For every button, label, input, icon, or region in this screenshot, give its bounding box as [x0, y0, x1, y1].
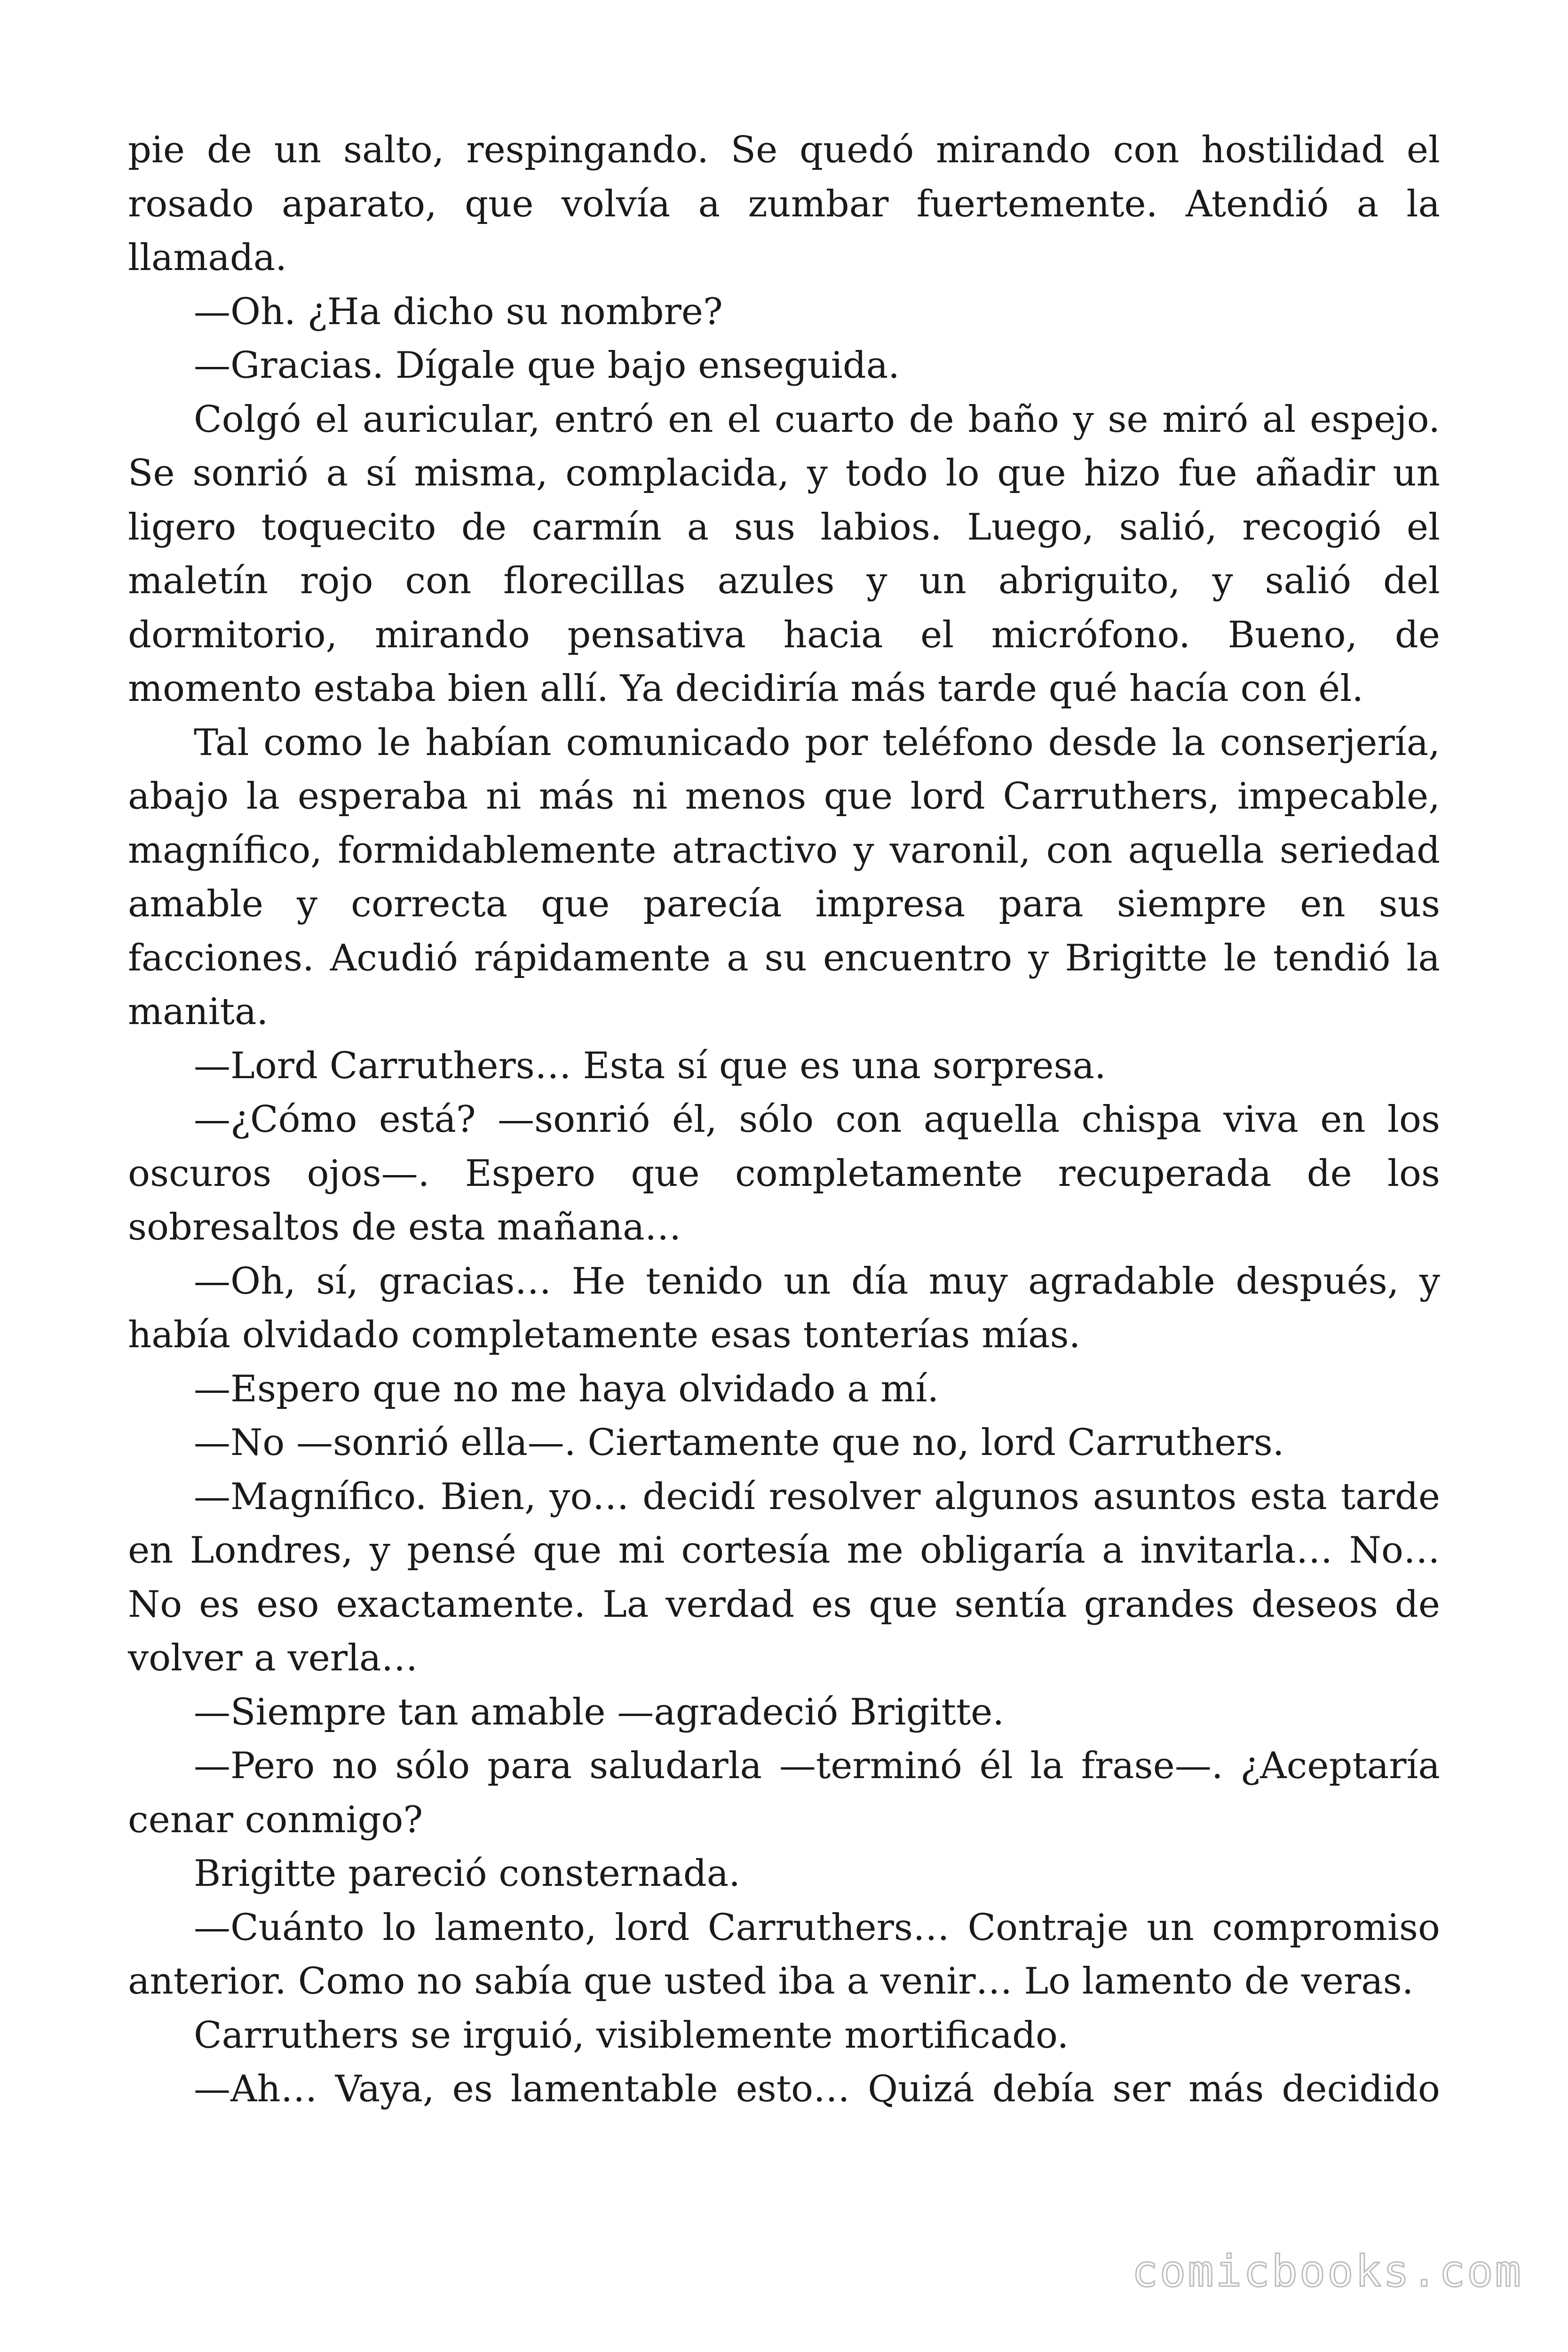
- paragraph-narration: Colgó el auricular, entró en el cuarto de baño y se miró al espejo. Se sonrió a sí misma, complacida, y todo lo que hizo fue añadir un ligero toquecito de carmín a sus labios. Luego, salió, recogió el maletín rojo con florecillas azules y un abriguito, y salió del dormitorio, mirando pensativa hacia el micrófono. Bueno, de momento estaba bien allí. Ya decidiría más tarde qué hacía con él.: [128, 398, 1440, 710]
- watermark-logo: comicbooks.com: [1132, 2246, 1523, 2296]
- paragraph-dialogue: —Lord Carruthers… Esta sí que es una sorpresa.: [194, 1044, 1106, 1087]
- body-text: [128, 123, 1440, 2116]
- paragraph-dialogue: —Ah… Vaya, es lamentable esto… Quizá debía ser más decidido: [194, 2068, 1440, 2110]
- paragraph-dialogue: —Magnífico. Bien, yo… decidí resolver algunos asuntos esta tarde en Londres, y pensé que mi cortesía me obligaría a invitarla… No… No es eso exactamente. La verdad es que sentía grandes deseos de volver a verla…: [128, 1475, 1440, 1679]
- paragraph-dialogue: —¿Cómo está? —sonrió él, sólo con aquella chispa viva en los oscuros ojos—. Espero que completamente recuperada de los sobresaltos de esta mañana…: [128, 1098, 1440, 1248]
- paragraph-dialogue: —Pero no sólo para saludarla —terminó él la frase—. ¿Aceptaría cenar conmigo?: [128, 1745, 1440, 1841]
- paragraph-dialogue: —Siempre tan amable —agradeció Brigitte.: [194, 1691, 1005, 1733]
- paragraph-dialogue: —Oh. ¿Ha dicho su nombre?: [194, 290, 723, 333]
- paragraph-dialogue: —Gracias. Dígale que bajo enseguida.: [194, 344, 900, 387]
- paragraph-dialogue: —Oh, sí, gracias… He tenido un día muy agradable después, y había olvidado completamente esas tonterías mías.: [128, 1260, 1440, 1356]
- paragraph-narration: Tal como le habían comunicado por teléfono desde la conserjería, abajo la esperaba ni más ni menos que lord Carruthers, impecable, magnífico, formidablemente atractivo y varonil, con aquella seriedad amable y correcta que parecía impresa para siempre en sus facciones. Acudió rápidamente a su encuentro y Brigitte le tendió la manita.: [128, 721, 1440, 1033]
- paragraph-dialogue: —No —sonrió ella—. Ciertamente que no, lord Carruthers.: [194, 1422, 1284, 1464]
- paragraph-narration: Brigitte pareció consternada.: [194, 1852, 741, 1895]
- paragraph-dialogue: —Espero que no me haya olvidado a mí.: [194, 1367, 939, 1410]
- paragraph-continuation: pie de un salto, respingando. Se quedó mirando con hostilidad el rosado aparato, que volvía a zumbar fuertemente. Atendió a la llamada.: [128, 129, 1440, 279]
- paragraph-narration: Carruthers se irguió, visiblemente mortificado.: [194, 2014, 1069, 2057]
- paragraph-dialogue: —Cuánto lo lamento, lord Carruthers… Contraje un compromiso anterior. Como no sabía que usted iba a venir… Lo lamento de veras.: [128, 1906, 1440, 2002]
